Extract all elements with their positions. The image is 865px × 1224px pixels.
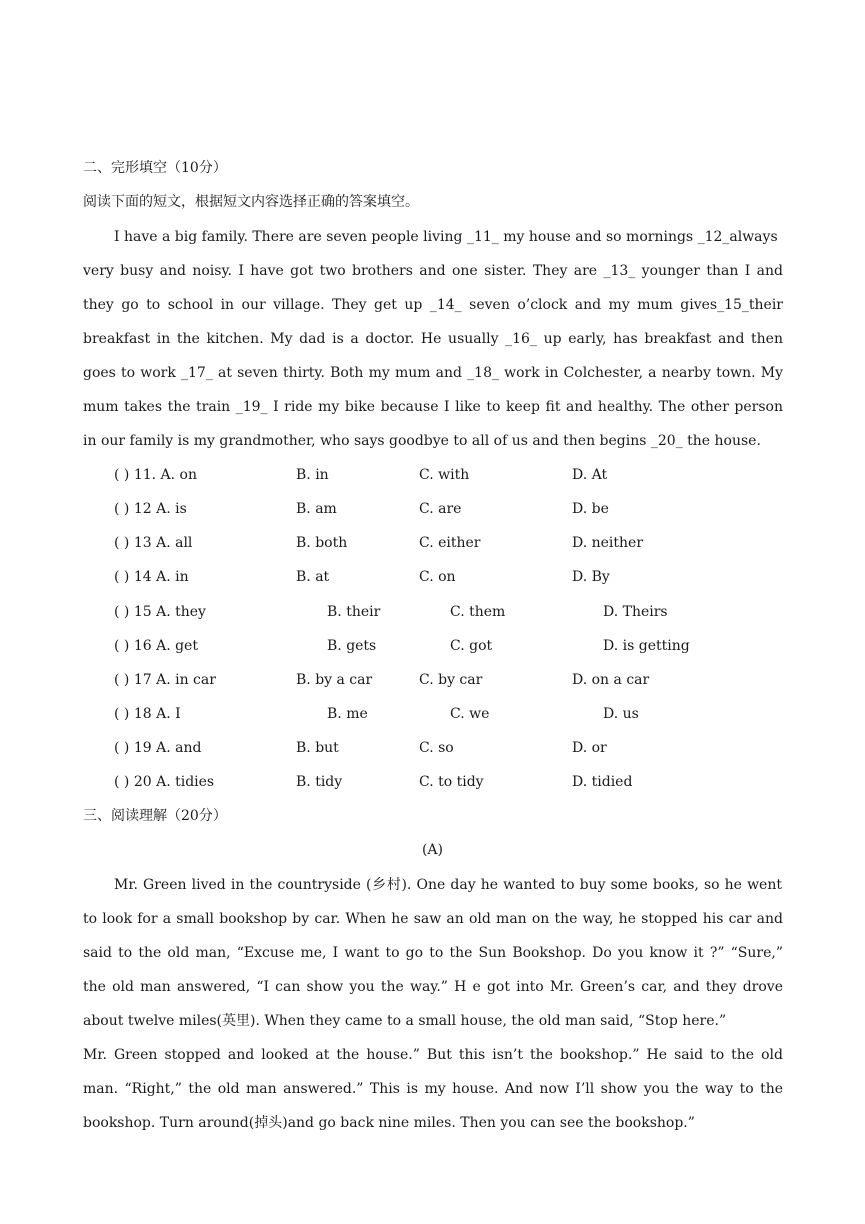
passage-line: they go to school in our village. They get up _14_ seven o’clock and my mum gives_15_their bbox=[83, 297, 783, 313]
passage-line: man. “Right,” the old man answered.” This is my house. And now I’ll show you the way to the bbox=[83, 1081, 783, 1097]
option-d: D. us bbox=[603, 706, 639, 722]
question-row bbox=[0, 704, 865, 724]
passage-line: about twelve miles(英里). When they came to a small house, the old man said, “Stop here.” bbox=[83, 1013, 727, 1029]
option-b: B. by a car bbox=[296, 672, 373, 688]
passage-label: (A) bbox=[421, 842, 444, 858]
question-number-option-a: ( ) 16 A. get bbox=[114, 638, 198, 654]
option-c: C. on bbox=[419, 569, 456, 585]
passage-line: Mr. Green lived in the countryside (乡村). One day he wanted to buy some books, so he went bbox=[114, 877, 782, 893]
passage-line: very busy and noisy. I have got two brothers and one sister. They are _13_ younger than I and bbox=[83, 263, 783, 279]
option-b: B. tidy bbox=[296, 774, 343, 790]
option-d: D. be bbox=[572, 501, 609, 517]
option-c: C. are bbox=[419, 501, 462, 517]
question-row bbox=[0, 567, 865, 587]
passage-line: goes to work _17_ at seven thirty. Both my mum and _18_ work in Colchester, a nearby town. My bbox=[83, 365, 783, 381]
option-d: D. on a car bbox=[572, 672, 650, 688]
option-d: D. or bbox=[572, 740, 607, 756]
passage-line: said to the old man, “Excuse me, I want to go to the Sun Bookshop. Do you know it ?” “Sure,” bbox=[83, 945, 783, 961]
question-row bbox=[0, 772, 865, 792]
option-d: D. Theirs bbox=[603, 604, 668, 620]
question-number-option-a: ( ) 18 A. I bbox=[114, 706, 181, 722]
option-c: C. so bbox=[419, 740, 454, 756]
question-number-option-a: ( ) 19 A. and bbox=[114, 740, 202, 756]
question-row bbox=[0, 602, 865, 622]
passage-line: breakfast in the kitchen. My dad is a doctor. He usually _16_ up early, has breakfast and then bbox=[83, 331, 783, 347]
question-number-option-a: ( ) 12 A. is bbox=[114, 501, 187, 517]
question-row bbox=[0, 499, 865, 519]
passage-line: Mr. Green stopped and looked at the house.” But this isn’t the bookshop.” He said to the old bbox=[83, 1047, 783, 1063]
passage-line: to look for a small bookshop by car. When he saw an old man on the way, he stopped his car and bbox=[83, 911, 783, 927]
question-row bbox=[0, 738, 865, 758]
option-b: B. both bbox=[296, 535, 348, 551]
question-number-option-a: ( ) 14 A. in bbox=[114, 569, 189, 585]
option-b: B. their bbox=[327, 604, 381, 620]
passage-line: mum takes the train _19_ I ride my bike because I like to keep fit and healthy. The other person bbox=[83, 399, 783, 415]
option-c: C. with bbox=[419, 467, 470, 483]
option-b: B. me bbox=[327, 706, 368, 722]
option-c: C. either bbox=[419, 535, 481, 551]
option-d: D. At bbox=[572, 467, 608, 483]
passage-line: the old man answered, “I can show you the way.” H e got into Mr. Green’s car, and they drove bbox=[83, 979, 783, 995]
option-d: D. neither bbox=[572, 535, 644, 551]
option-b: B. gets bbox=[327, 638, 377, 654]
option-d: D. tidied bbox=[572, 774, 633, 790]
option-c: C. got bbox=[450, 638, 493, 654]
question-row bbox=[0, 465, 865, 485]
question-number-option-a: ( ) 17 A. in car bbox=[114, 672, 216, 688]
question-row bbox=[0, 670, 865, 690]
question-number-option-a: ( ) 13 A. all bbox=[114, 535, 193, 551]
passage-line: bookshop. Turn around(掉头)and go back nine miles. Then you can see the bookshop.” bbox=[83, 1115, 695, 1131]
option-b: B. but bbox=[296, 740, 339, 756]
option-c: C. to tidy bbox=[419, 774, 484, 790]
question-number-option-a: ( ) 15 A. they bbox=[114, 604, 206, 620]
option-c: C. we bbox=[450, 706, 490, 722]
option-b: B. at bbox=[296, 569, 330, 585]
question-row bbox=[0, 636, 865, 656]
question-row bbox=[0, 533, 865, 553]
option-b: B. am bbox=[296, 501, 337, 517]
question-number-option-a: ( ) 11. A. on bbox=[114, 467, 197, 483]
section-heading-cloze: 二、完形填空（10分） bbox=[83, 160, 227, 176]
option-b: B. in bbox=[296, 467, 329, 483]
option-d: D. By bbox=[572, 569, 610, 585]
section-instruction: 阅读下面的短文，根据短文内容选择正确的答案填空。 bbox=[83, 194, 419, 210]
option-d: D. is getting bbox=[603, 638, 690, 654]
option-c: C. by car bbox=[419, 672, 483, 688]
passage-line: I have a big family. There are seven people living _11_ my house and so mornings _12_always bbox=[114, 229, 778, 245]
section-heading-reading: 三、阅读理解（20分） bbox=[83, 808, 227, 824]
option-c: C. them bbox=[450, 604, 506, 620]
question-number-option-a: ( ) 20 A. tidies bbox=[114, 774, 215, 790]
passage-line: in our family is my grandmother, who says goodbye to all of us and then begins _20_ the house. bbox=[83, 433, 761, 449]
